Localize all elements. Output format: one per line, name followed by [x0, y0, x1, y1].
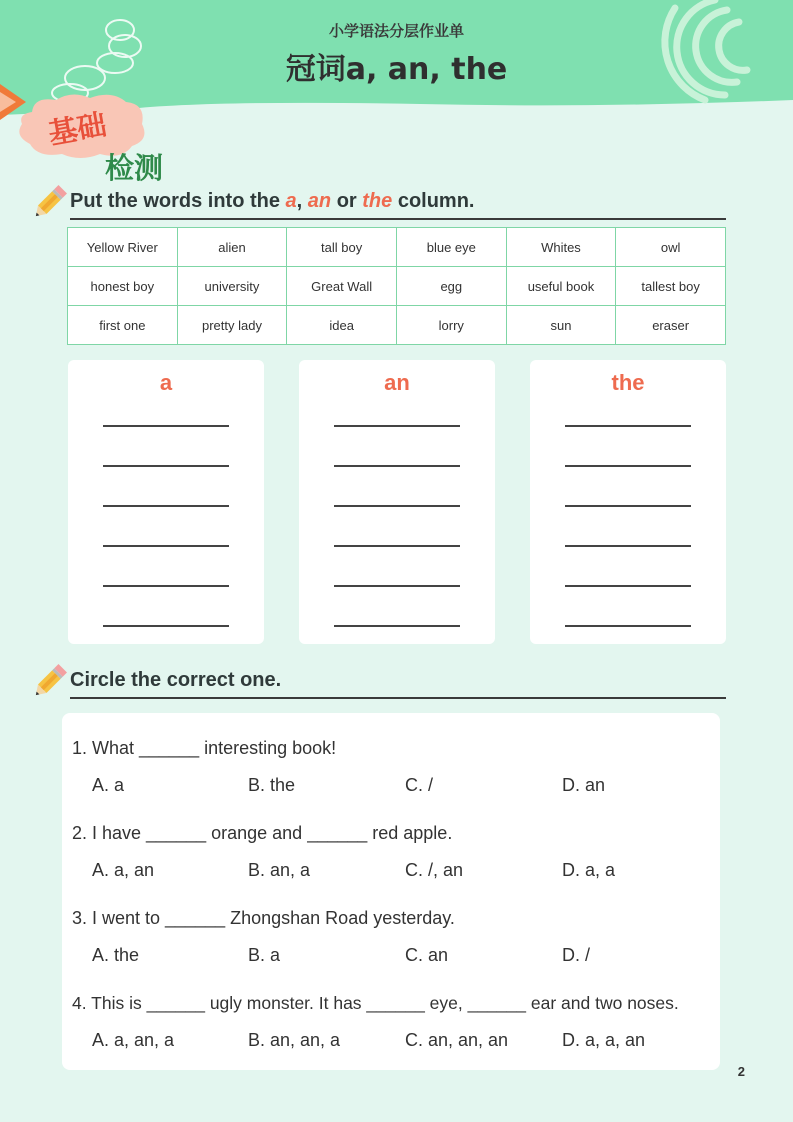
question-1: 1. What ______ interesting book! — [72, 738, 337, 758]
option-4a[interactable]: A. a, an, a — [92, 1030, 175, 1050]
answer-blank[interactable] — [103, 625, 229, 627]
answer-blank[interactable] — [565, 425, 691, 427]
worksheet-title: 冠词a, an, the — [285, 52, 508, 87]
answer-blank[interactable] — [565, 585, 691, 587]
answer-blank[interactable] — [334, 505, 460, 507]
option-3c[interactable]: C. an — [405, 945, 449, 965]
word-cell: Great Wall — [287, 267, 397, 306]
answer-blank[interactable] — [334, 465, 460, 467]
answer-blank[interactable] — [565, 465, 691, 467]
column-card-a — [68, 360, 264, 644]
badge-label-test: 检测 — [105, 151, 164, 185]
heading-word-the: the — [362, 190, 393, 212]
word-cell: honest boy — [68, 267, 178, 306]
word-cell: sun — [506, 306, 616, 345]
section2-heading: Circle the correct one. — [70, 669, 282, 691]
word-cell: Whites — [506, 228, 616, 267]
word-cell: university — [177, 267, 287, 306]
option-4d[interactable]: D. a, a, an — [562, 1030, 646, 1050]
worksheet-subtitle: 小学语法分层作业单 — [328, 22, 464, 40]
section1-heading: Put the words into the a, an or the column. — [70, 190, 475, 212]
word-cell: tall boy — [287, 228, 397, 267]
questions-card — [62, 713, 720, 1070]
option-1c[interactable]: C. / — [405, 775, 434, 795]
table-row — [68, 267, 726, 306]
word-cell: idea — [287, 306, 397, 345]
heading-word-a: a — [285, 190, 297, 212]
option-2c[interactable]: C. /, an — [405, 860, 464, 880]
option-4b[interactable]: B. an, an, a — [248, 1030, 341, 1050]
answer-blank[interactable] — [103, 545, 229, 547]
pencil-icon — [30, 661, 70, 701]
section1-rule — [70, 218, 726, 220]
badge-label-basic: 基础 — [45, 107, 109, 151]
option-2d[interactable]: D. a, a — [562, 860, 616, 880]
option-1a[interactable]: A. a — [92, 775, 125, 795]
word-table — [67, 227, 726, 345]
option-3b[interactable]: B. a — [248, 945, 281, 965]
option-3d[interactable]: D. / — [562, 945, 591, 965]
answer-blank[interactable] — [334, 585, 460, 587]
column-card-an — [299, 360, 495, 644]
question-3: 3. I went to ______ Zhongshan Road yesterday. — [72, 908, 455, 928]
answer-blank[interactable] — [103, 465, 229, 467]
page-number: 2 — [737, 1064, 745, 1079]
answer-blank[interactable] — [334, 425, 460, 427]
column-title-an: an — [384, 370, 410, 395]
word-cell: useful book — [506, 267, 616, 306]
table-row — [68, 228, 726, 267]
option-2a[interactable]: A. a, an — [92, 860, 155, 880]
word-cell: alien — [177, 228, 287, 267]
section2-rule — [70, 697, 726, 699]
option-1b[interactable]: B. the — [248, 775, 296, 795]
word-cell: tallest boy — [616, 267, 726, 306]
answer-blank[interactable] — [565, 505, 691, 507]
column-title-the: the — [611, 370, 645, 395]
option-2b[interactable]: B. an, a — [248, 860, 311, 880]
answer-blank[interactable] — [103, 425, 229, 427]
column-card-the — [530, 360, 726, 644]
heading-word-an: an — [307, 190, 332, 212]
option-1d[interactable]: D. an — [562, 775, 606, 795]
word-cell: pretty lady — [177, 306, 287, 345]
answer-blank[interactable] — [103, 505, 229, 507]
option-3a[interactable]: A. the — [92, 945, 140, 965]
answer-blank[interactable] — [565, 625, 691, 627]
column-title-a: a — [159, 370, 173, 395]
word-cell: blue eye — [396, 228, 506, 267]
option-4c[interactable]: C. an, an, an — [405, 1030, 509, 1050]
word-cell: egg — [396, 267, 506, 306]
word-cell: owl — [616, 228, 726, 267]
word-cell: eraser — [616, 306, 726, 345]
answer-blank[interactable] — [334, 625, 460, 627]
word-cell: Yellow River — [68, 228, 178, 267]
pencil-icon — [30, 182, 70, 222]
answer-blank[interactable] — [565, 545, 691, 547]
question-4: 4. This is ______ ugly monster. It has ______ eye, ______ ear and two noses. — [72, 993, 679, 1013]
word-cell: first one — [68, 306, 178, 345]
word-cell: lorry — [396, 306, 506, 345]
answer-blank[interactable] — [334, 545, 460, 547]
table-row — [68, 306, 726, 345]
question-2: 2. I have ______ orange and ______ red apple. — [72, 823, 453, 843]
answer-blank[interactable] — [103, 585, 229, 587]
